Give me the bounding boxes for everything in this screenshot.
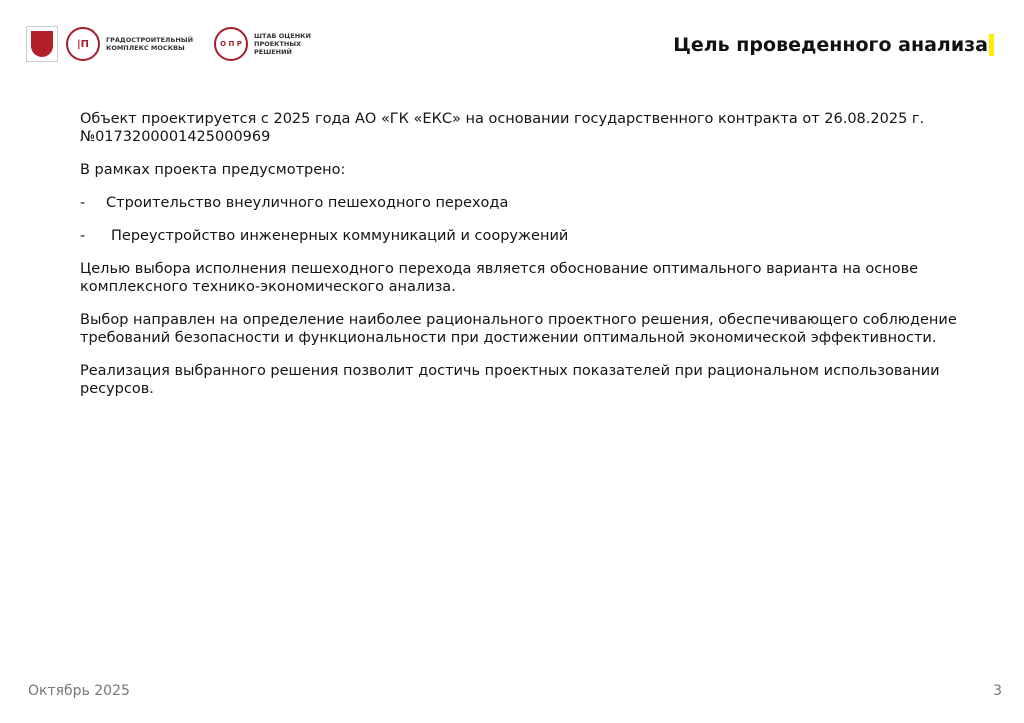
header-logos	[26, 26, 311, 62]
paragraph-choice: Выбор направлен на определение наиболее рационального проектного решения, обеспечивающего соблюдение требований безопасности и функциональности при достижении оптимальной экономической эффективности.	[80, 312, 957, 346]
gk-moscow-logo-text: ГРАДОСТРОИТЕЛЬНЫЙ КОМПЛЕКС МОСКВЫ	[106, 36, 194, 52]
list-item	[80, 227, 980, 245]
contract-number: №0173200001425000969	[80, 129, 271, 145]
shtab-line: ШТАБ ОЦЕНКИ	[254, 32, 311, 40]
bullet-text: Строительство внеуличного пешеходного перехода	[106, 195, 509, 211]
slide-title-text: Цель проведенного анализа	[673, 34, 988, 56]
paragraph-scope: В рамках проекта предусмотрено:	[80, 162, 346, 178]
bullet-dash: -	[80, 228, 86, 244]
shtab-line: ПРОЕКТНЫХ	[254, 40, 302, 48]
footer-date: Октябрь 2025	[28, 683, 130, 699]
paragraph-result: Реализация выбранного решения позволит достичь проектных показателей при рациональном использовании ресурсов.	[80, 363, 940, 397]
contract-text: Объект проектируется с 2025 года АО «ГК «ЕКС» на основании государственного контракта от 26.08.2025 г.	[80, 111, 925, 127]
gk-moscow-logo-icon: |П	[66, 27, 100, 61]
shtab-line: РЕШЕНИЙ	[254, 48, 292, 56]
title-accent-marker	[989, 34, 994, 56]
shtab-logo-icon: О П Р	[214, 27, 248, 61]
page-number: 3	[993, 683, 1002, 699]
list-item	[80, 194, 980, 212]
bullet-dash: -	[80, 195, 86, 211]
moscow-coat-of-arms-icon	[26, 26, 58, 62]
shtab-logo-text	[254, 32, 311, 56]
slide-content	[80, 110, 980, 413]
paragraph-goal: Целью выбора исполнения пешеходного перехода является обоснование оптимального варианта на основе комплексного технико-экономического анализа.	[80, 261, 919, 295]
bullet-text: Переустройство инженерных коммуникаций и сооружений	[111, 228, 569, 244]
paragraph-contract	[80, 110, 980, 146]
slide-title	[673, 34, 994, 56]
